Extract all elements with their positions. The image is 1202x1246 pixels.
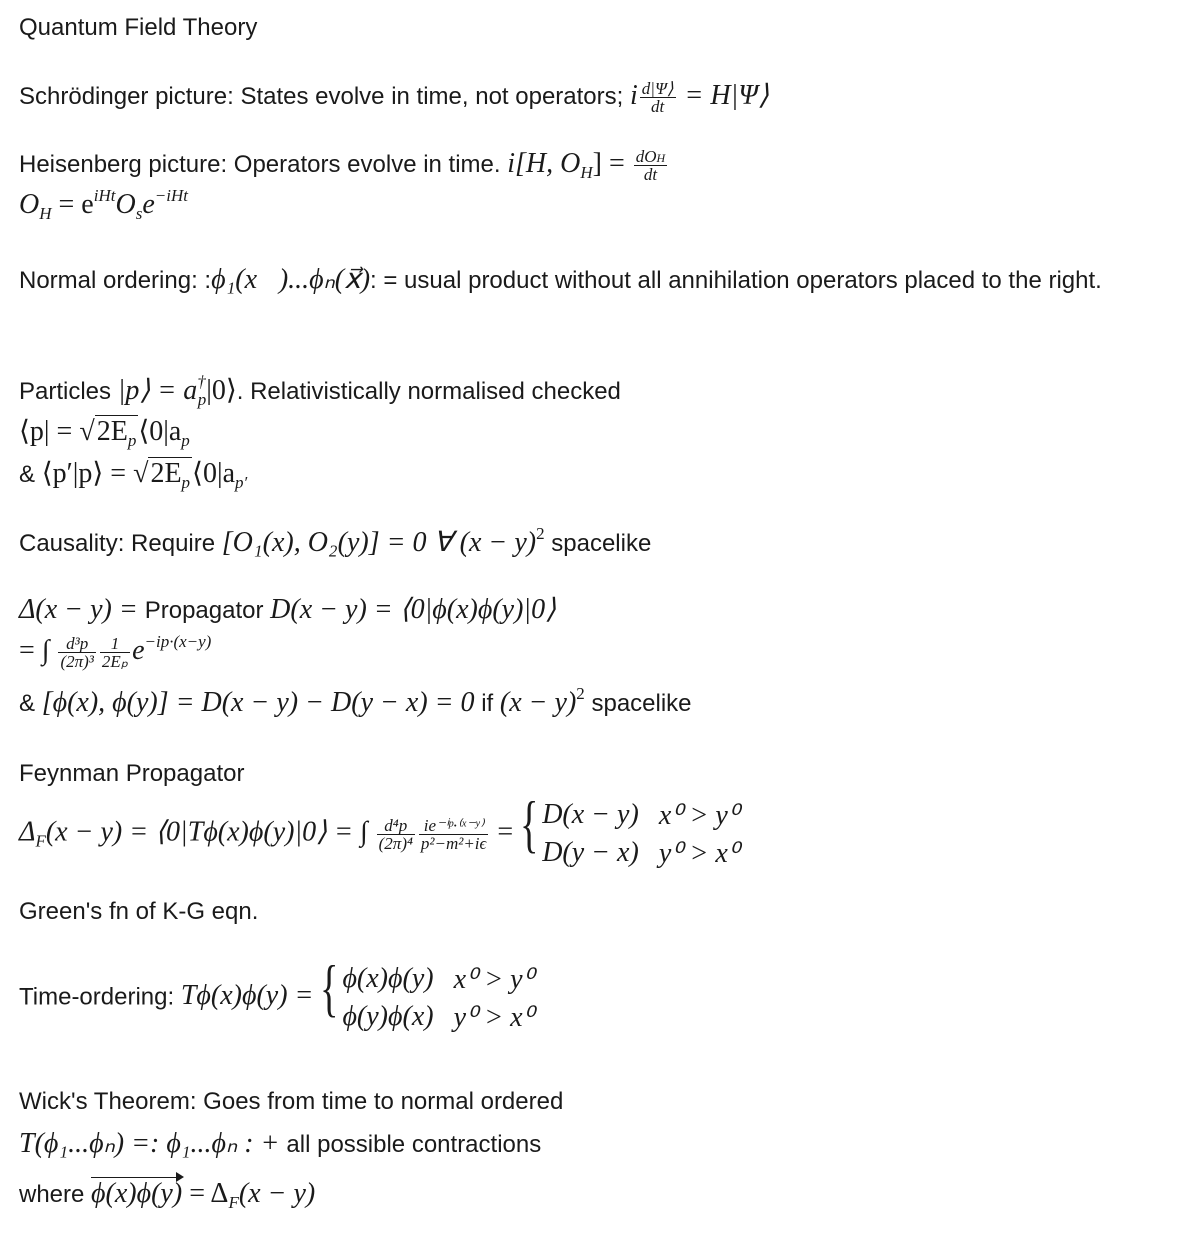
time-ordering-cases: { ϕ(x)ϕ(y) x⁰ > y⁰ ϕ(y)ϕ(x) y⁰ > x⁰ xyxy=(320,952,534,1033)
particles-line3: & ⟨p′|p⟩ = $√2E_p⟨0|a_{p'}$ xyxy=(19,458,248,492)
heisenberg-fraction: $\frac{\text{dOH}}{dt}$ xyxy=(635,147,666,185)
propagator-line1: Δ(x − y) = Propagator D(x − y) = ⟨0|ϕ(x)ϕ(y)|0⟩ xyxy=(19,594,557,625)
feynman-heading: Feynman Propagator xyxy=(19,760,245,787)
greens-fn-text: Green's fn of K-G eqn. xyxy=(19,898,259,925)
particles-line2: ⟨p| = $√2E_p⟨0|a_p$ xyxy=(19,416,190,450)
propagator-frac2: $\frac{1}{\text{2Eₚ}}$ xyxy=(101,634,129,672)
schrodinger-rhs: = H|Ψ⟩ xyxy=(677,80,769,111)
propagator-line2: = ∫ $\frac{\text{d³p}}{\text{(2π)³}}$ $\frac{1}{\text{2Eₚ}}$ $e^{-ip\cdot(x-y)}$ xyxy=(19,632,212,672)
feynman-frac2: $\frac{\text{ie⁻ⁱᵖ·⁽ˣ⁻ʸ⁾}}{\text{p²−m²+iϵ}}$ xyxy=(420,815,487,853)
normal-ordering-paragraph xyxy=(19,258,1179,302)
feynman-cases: { D(x − y) x⁰ > y⁰ D(y − x) y⁰ > x⁰ xyxy=(520,788,740,869)
wick-line2: T(ϕ₁...ϕₙ) =: ϕ₁...ϕₙ : + all possible contractions xyxy=(19,1128,542,1159)
heisenberg-line1 xyxy=(19,148,669,183)
schrodinger-den: dt xyxy=(651,97,665,117)
heisenberg-lhs: i[H, $O_H$] = xyxy=(507,148,632,182)
wick-heading: Wick's Theorem: Goes from time to normal ordered xyxy=(19,1088,564,1115)
heisenberg-line2: $O_H = e^{iHt}O_se^{-iHt}$ xyxy=(19,186,188,223)
wick-line3: where $\phi(x)\phi(y) = \Delta_F(x - y)$ xyxy=(19,1178,316,1212)
contraction-overline: ϕ(x)ϕ(y) xyxy=(91,1178,183,1209)
feynman-equation: $\Delta_F(x - y)$ = ⟨0|Tϕ(x)ϕ(y)|0⟩ = ∫ $\frac{\text{d⁴p}}{\text{(2π)⁴}}$ $\frac{\text{ie⁻ⁱᵖ·⁽ˣ⁻ʸ⁾}}{\text{p²−m²+iϵ}}$ = { D(x − y) x⁰ > y⁰ D(y − x) y⁰ > x⁰ xyxy=(19,796,755,872)
schrodinger-num: d|Ψ⟩ xyxy=(641,79,674,99)
particles-line1: Particles |p⟩ = $a^\dagger_p|0⟩$. Relativistically normalised checked xyxy=(19,372,621,409)
normal-ordering-math: ϕ₁(x⃗)...ϕₙ(x⃗) xyxy=(211,264,371,295)
feynman-frac1: $\frac{\text{d⁴p}}{\text{(2π)⁴}}$ xyxy=(378,815,413,853)
causality-math: [O₁(x), O₂(y)] = 0 ∀ $(x - y)^2$ xyxy=(221,524,545,558)
page-title: Quantum Field Theory xyxy=(19,14,258,41)
time-ordering-line: Time-ordering: Tϕ(x)ϕ(y) = { ϕ(x)ϕ(y) x⁰ > y⁰ ϕ(y)ϕ(x) y⁰ > x⁰ xyxy=(19,960,550,1036)
causality-line: Causality: Require [O₁(x), O₂(y)] = 0 ∀ $(x - y)^2$ spacelike xyxy=(19,524,652,558)
schrodinger-fraction xyxy=(640,80,676,115)
propagator-frac1: $\frac{\text{d³p}}{\text{(2π)³}}$ xyxy=(60,634,94,672)
heisenberg-den: dt xyxy=(643,165,658,185)
schrodinger-text: Schrödinger picture: States evolve in time, not operators; xyxy=(19,83,630,110)
normal-ordering-text1: Normal ordering: : xyxy=(19,267,212,294)
heisenberg-num: dO xyxy=(635,147,657,167)
schrodinger-i: i xyxy=(629,80,638,111)
particles-ket: |p⟩ = $a^\dagger_p|0⟩$ xyxy=(117,372,237,409)
propagator-line3: & [ϕ(x), ϕ(y)] = D(x − y) − D(y − x) = 0 if $(x - y)^2$ spacelike xyxy=(19,684,692,718)
normal-ordering-text2: : = usual product without all annihilation operators placed to the right. xyxy=(370,267,1102,294)
heisenberg-text: Heisenberg picture: Operators evolve in time. xyxy=(19,151,508,178)
schrodinger-line xyxy=(19,78,769,115)
